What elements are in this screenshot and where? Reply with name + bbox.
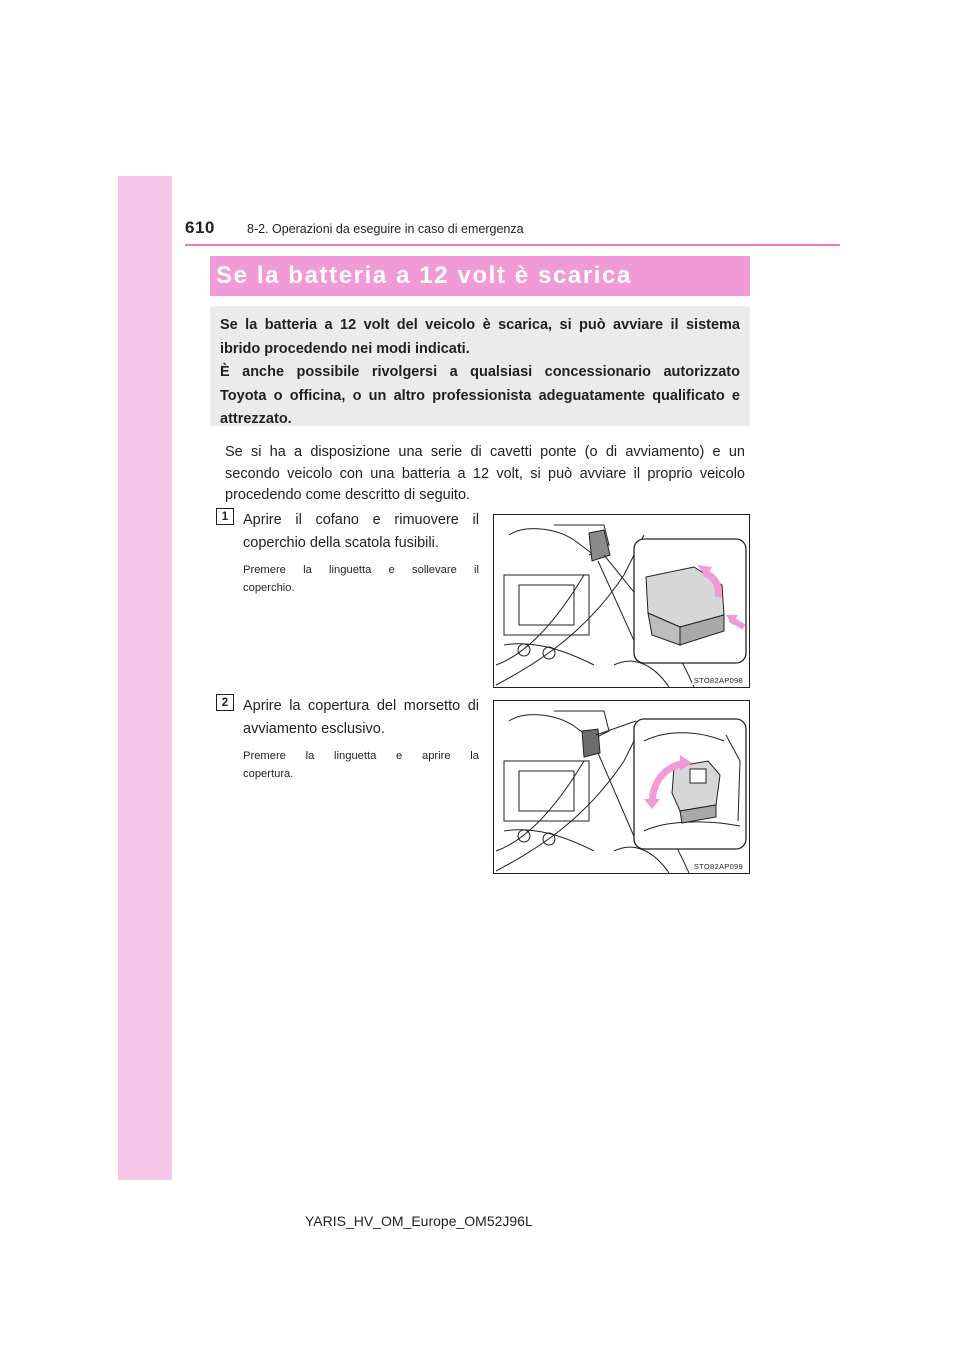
step-line: Aprire il cofano e rimuovere il <box>243 512 479 528</box>
step-line: coperchio della scatola fusibili. <box>243 535 439 551</box>
page-number: 610 <box>185 218 215 237</box>
body-line: secondo veicolo con una batteria a 12 volt, si può avviare il proprio veicolo <box>225 465 745 482</box>
engine-bay-drawing-1 <box>494 515 750 688</box>
note-line: Premere la linguetta e aprire la <box>243 750 479 762</box>
side-tab <box>118 176 172 1180</box>
step-line: Aprire la copertura del morsetto di <box>243 698 479 714</box>
step-number-badge: 2 <box>216 694 234 711</box>
figure-code: STO82AP098 <box>693 676 743 685</box>
illustration-jump-terminal <box>493 700 750 874</box>
header-divider <box>185 244 840 246</box>
illustration-fuse-box <box>493 514 750 688</box>
note-line: Premere la linguetta e sollevare il <box>243 564 479 576</box>
body-line: procedendo come descritto di seguito. <box>225 487 471 503</box>
intro-line: ibrido procedendo nei modi indicati. <box>220 340 470 357</box>
section-header: 8-2. Operazioni da eseguire in caso di emergenza <box>247 222 524 236</box>
body-line: Se si ha a disposizione una serie di cavetti ponte (o di avviamento) e un <box>225 444 745 460</box>
step-1-text <box>243 509 479 597</box>
intro-line: Toyota o officina, o un altro professionista adeguatamente qualificato e <box>220 387 740 404</box>
figure-code: STO82AP099 <box>693 862 743 871</box>
step-2-text <box>243 695 479 783</box>
title-bar <box>210 256 750 296</box>
intro-line: attrezzato. <box>220 411 292 427</box>
step-number-badge: 1 <box>216 508 234 525</box>
intro-line: Se la batteria a 12 volt del veicolo è scarica, si può avviare il sistema <box>220 317 740 333</box>
document-footer: YARIS_HV_OM_Europe_OM52J96L <box>305 1213 533 1229</box>
note-line: coperchio. <box>243 582 295 594</box>
step-note <box>243 561 479 597</box>
intro-line: È anche possibile rivolgersi a qualsiasi concessionario autorizzato <box>220 364 740 380</box>
body-paragraph <box>225 442 745 507</box>
engine-bay-drawing-2 <box>494 701 750 874</box>
note-line: copertura. <box>243 768 294 780</box>
page-title: Se la batteria a 12 volt è scarica <box>216 262 632 289</box>
step-line: avviamento esclusivo. <box>243 721 385 737</box>
intro-box <box>210 306 750 426</box>
step-note <box>243 747 479 783</box>
